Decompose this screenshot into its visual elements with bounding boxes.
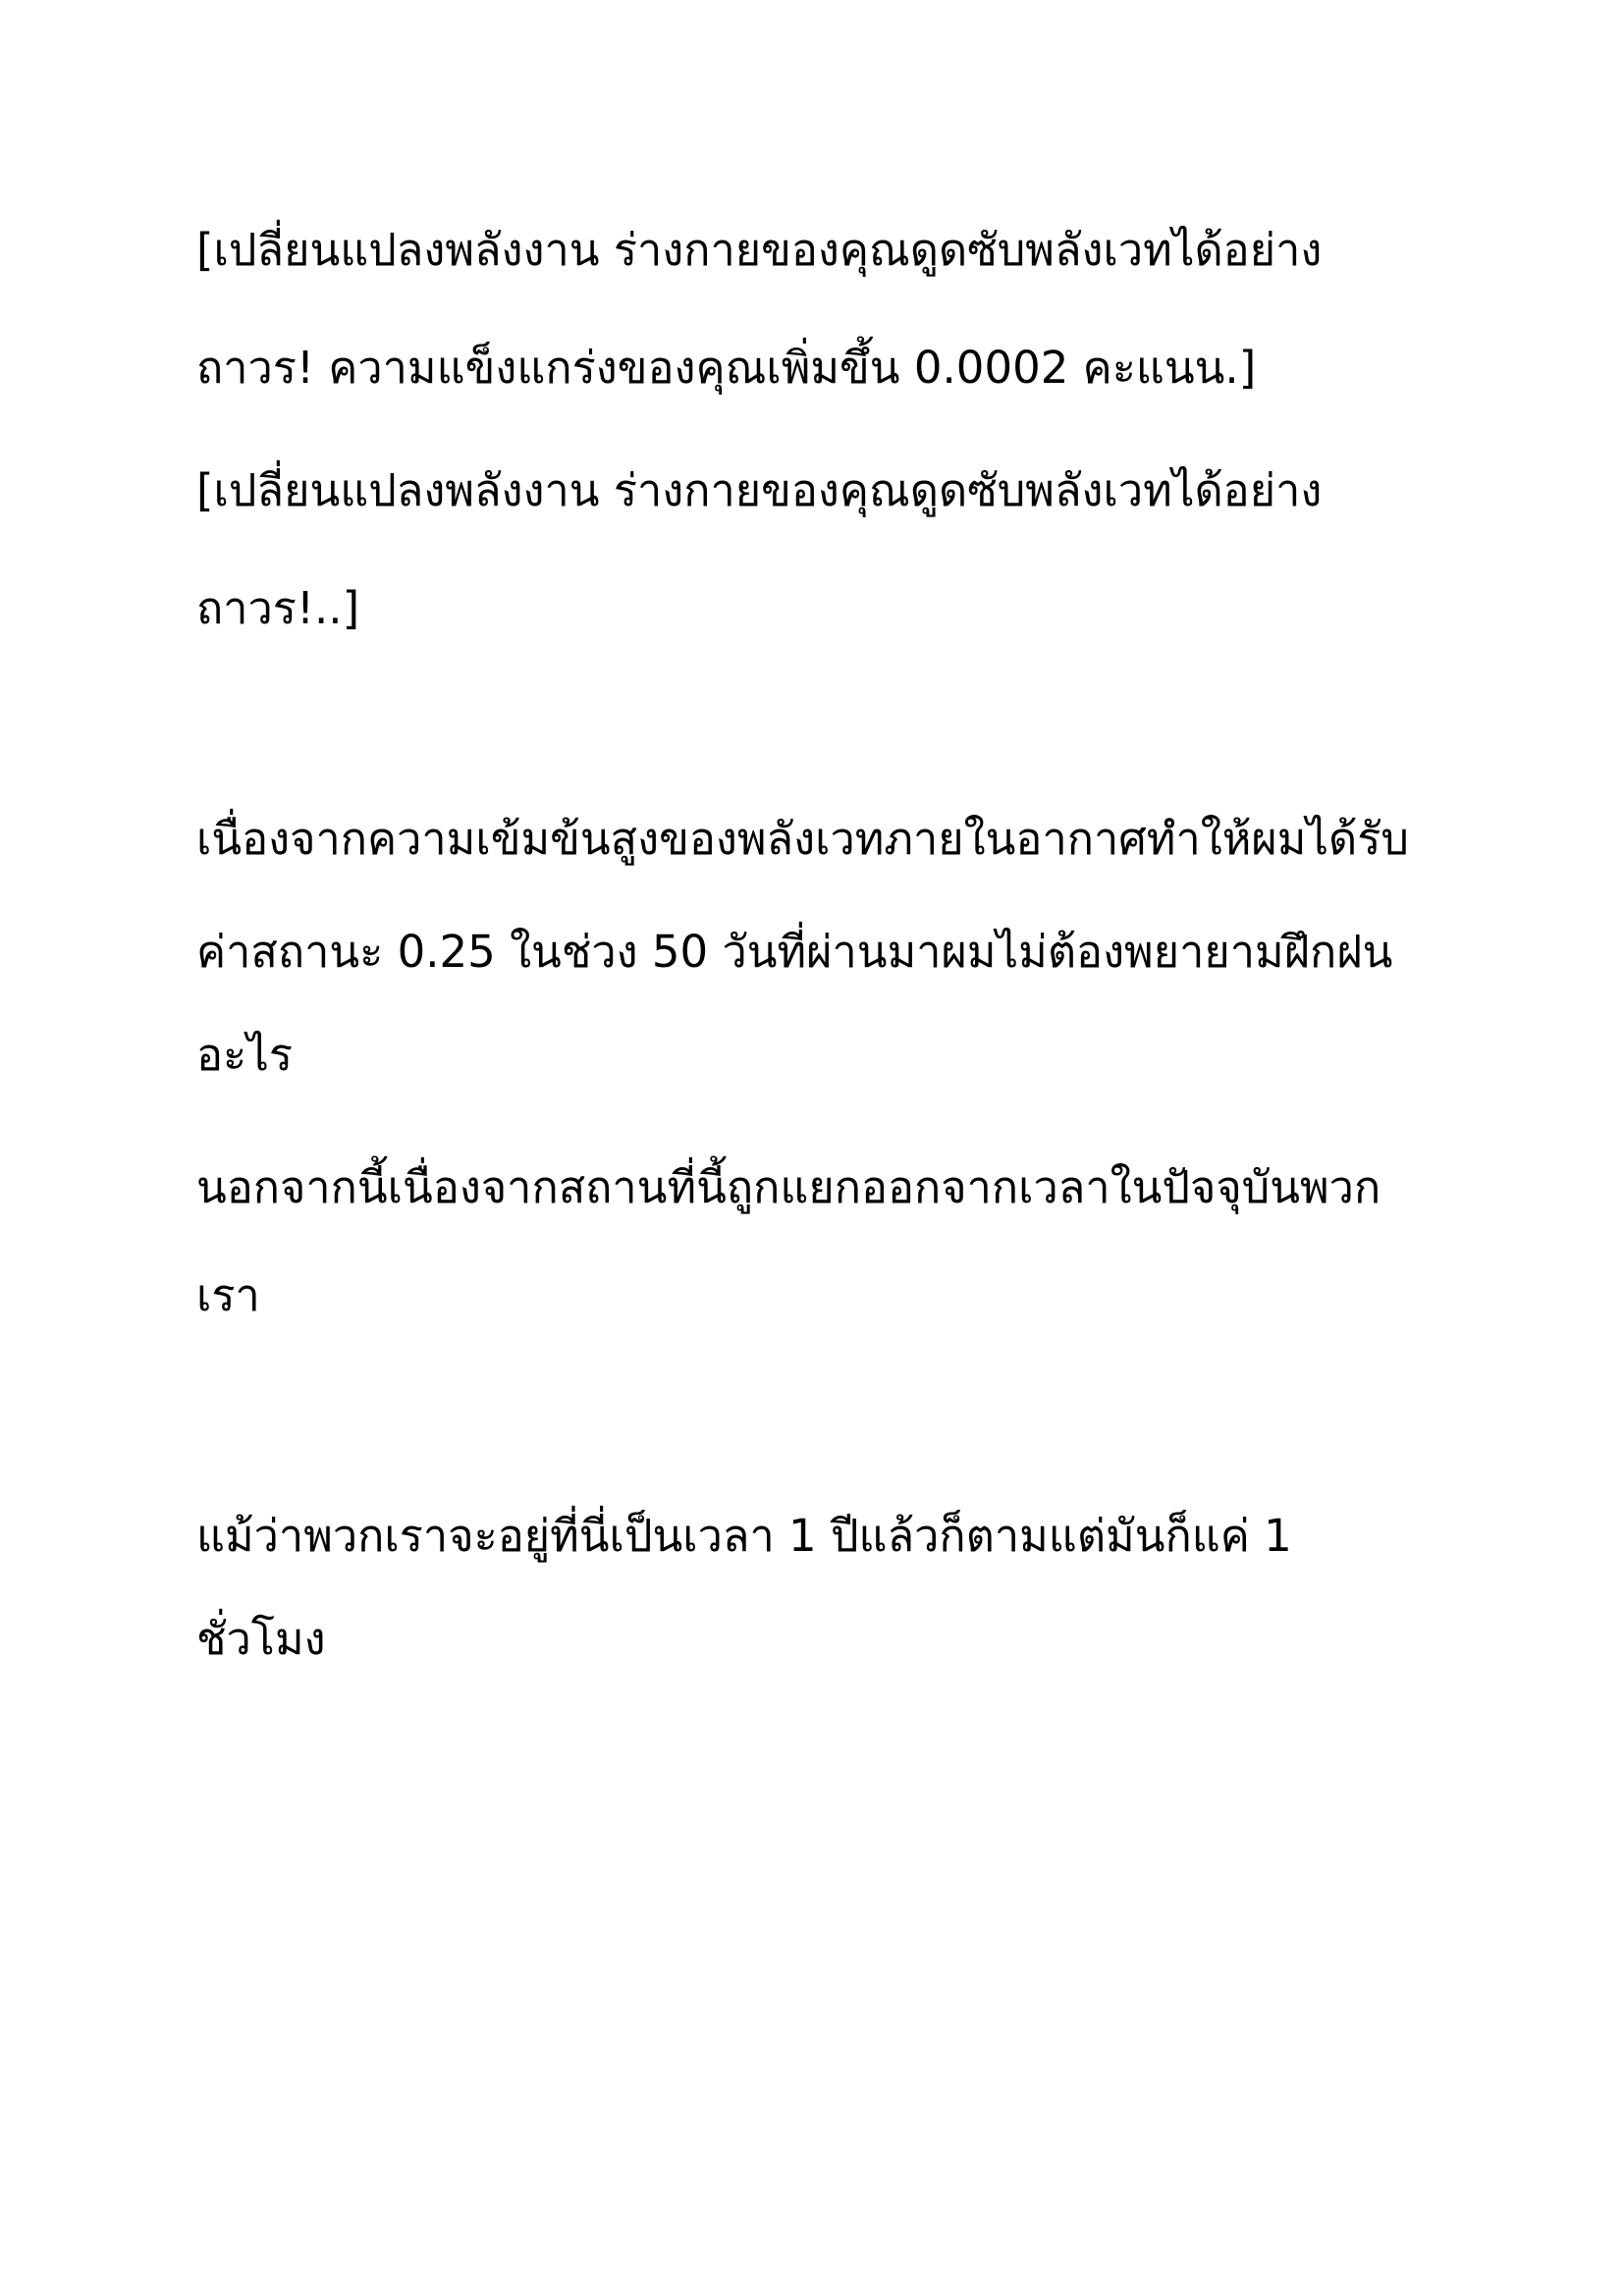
paragraph-2-line-2: ถาวร!..] (196, 582, 360, 634)
paragraph-5-line-2: ชั่วโมง (196, 1613, 326, 1665)
paragraph-3-line-1: เนื่องจากความเข้มข้นสูงของพลังเวทภายในอากาศทำให้ผมได้รับ (196, 813, 1409, 865)
paragraph-1-line-2: ถาวร! ความแข็งแกร่งของคุณเพิ่มขึ้น 0.0002 คะแนน.] (196, 342, 1257, 394)
paragraph-4-line-1: นอกจากนี้เนื่องจากสถานที่นี้ถูกแยกออกจากเวลาในปัจจุบันพวก (196, 1161, 1381, 1213)
paragraph-2-line-1: [เปลี่ยนแปลงพลังงาน ร่างกายของคุณดูดซับพลังเวทได้อย่าง (196, 464, 1323, 516)
paragraph-5-line-1: แม้ว่าพวกเราจะอยู่ที่นี่เป็นเวลา 1 ปีแล้วก็ตามแต่มันก็แค่ 1 (196, 1510, 1292, 1562)
paragraph-4-line-2: เรา (196, 1269, 260, 1321)
paragraph-3-line-3: อะไร (196, 1029, 293, 1081)
paragraph-1-line-1: [เปลี่ยนแปลงพลังงาน ร่างกายของคุณดูดซับพลังเวทได้อย่าง (196, 224, 1323, 276)
paragraph-3-line-2: ค่าสถานะ 0.25 ในช่วง 50 วันที่ผ่านมาผมไม่ต้องพยายามฝึกฝน (196, 926, 1393, 978)
